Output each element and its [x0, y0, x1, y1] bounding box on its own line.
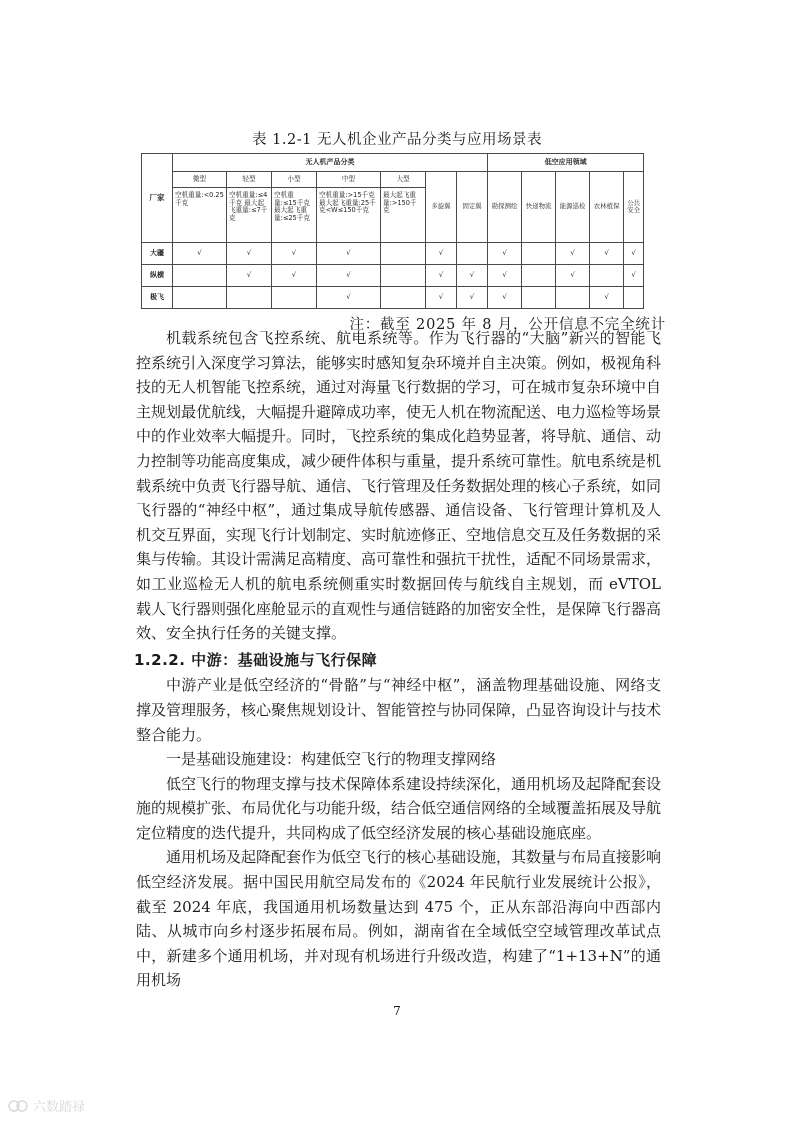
manufacturer-cell: 极飞: [142, 287, 173, 309]
product-group-header: 无人机产品分类: [173, 154, 488, 172]
table-cell: √: [227, 243, 272, 265]
section-heading: 1.2.2. 中游：基础设施与飞行保障: [134, 650, 378, 669]
application-header: 公共安全: [624, 172, 644, 243]
table-cell: √: [272, 243, 317, 265]
paragraph: 机载系统包含飞控系统、航电系统等。作为飞行器的“大脑”新兴的智能飞控系统引入深度学习算法，能够实时感知复杂环境并自主决策。例如，极视角科技的无人机智能飞控系统，通过对海量飞行数据的学习，可在城市复杂环境中自主规划最优航线，大幅提升避障成功率，使无人机在物流配送、电力巡检等场景中的作业效率大幅提升。同时，飞控系统的集成化趋势显著，将导航、通信、动力控制等功能高度集成，减少硬件体积与重量，提升系统可靠性。航电系统是机载系统中负责飞行器导航、通信、飞行管理及任务数据处理的核心子系统，如同飞行器的“神经中枢”，通过集成导航传感器、通信设备、飞行管理计算机及人机交互界面，实现飞行计划制定、实时航迹修正、空地信息交互及任务数据的采集与传输。其设计需满足高精度、高可靠性和强抗干扰性，适配不同场景需求，如工业巡检无人机的航电系统侧重实时数据回传与航线自主规划，而 eVTOL 载人飞行器则强化座舱显示的直观性与通信链路的加密安全性，是保障飞行器高效、安全执行任务的关键支撑。: [136, 329, 662, 643]
application-group-header: 低空应用领域: [488, 154, 644, 172]
table-cell: [522, 243, 556, 265]
table-cell: √: [590, 287, 624, 309]
table-cell: [556, 287, 590, 309]
application-header: 快递物流: [522, 172, 556, 243]
table-cell: √: [272, 265, 317, 287]
table-cell: √: [227, 265, 272, 287]
table-cell: √: [590, 243, 624, 265]
table-note: 注：截至 2025 年 8 月，公开信息不完全统计: [349, 317, 666, 333]
table-caption: 表 1.2-1 无人机企业产品分类与应用场景表: [252, 132, 542, 148]
table-cell: √: [488, 287, 522, 309]
table-cell: √: [457, 287, 488, 309]
size-spec: 空机重量:≤4千克 最大起飞重量:≤7千克: [227, 188, 272, 243]
watermark: [8, 1096, 85, 1115]
manufacturer-cell: 纵横: [142, 265, 173, 287]
size-spec: 空机重量:>15千克 最大起飞重量:25千克<W≤150千克: [317, 188, 381, 243]
page-number: 7: [393, 1004, 401, 1018]
paragraph: 通用机场及起降配套作为低空飞行的核心基础设施，其数量与布局直接影响低空经济发展。据中国民用航空局发布的《2024 年民航行业发展统计公报》，截至 2024 年底，我国通用机场数量达到 475 个，正从东部沿海向中西部内陆、从城市向乡村逐步拓展布局。例如，湖南省在全域低空空域管理改革试点中，新建多个通用机场，并对现有机场进行升级改造，构建了“1+13+N”的通用机场: [136, 848, 662, 990]
table-row: [142, 243, 644, 265]
size-header: 轻型: [227, 172, 272, 188]
table-cell: √: [426, 287, 457, 309]
table-cell: √: [457, 265, 488, 287]
table-cell: [522, 287, 556, 309]
table-cell: [590, 265, 624, 287]
manufacturer-cell: 大疆: [142, 243, 173, 265]
size-header: 大型: [381, 172, 426, 188]
size-spec: 空机重量:≤15千克 最大起飞重量:≤25千克: [272, 188, 317, 243]
application-header: 农林植保: [590, 172, 624, 243]
table-cell: √: [317, 287, 381, 309]
table-cell: √: [556, 265, 590, 287]
size-header: 中型: [317, 172, 381, 188]
table-cell: √: [426, 243, 457, 265]
paragraph: 低空飞行的物理支撑与技术保障体系建设持续深化，通用机场及起降配套设施的规模扩张、布局优化与功能升级，结合低空通信网络的全域覆盖拓展及导航定位精度的迭代提升，共同构成了低空经济发展的核心基础设施底座。: [136, 774, 662, 842]
table-cell: [381, 265, 426, 287]
body-text: [136, 326, 661, 993]
application-header: 能源巡检: [556, 172, 590, 243]
application-header: 勘探测绘: [488, 172, 522, 243]
table-cell: [173, 265, 227, 287]
table-cell: [457, 243, 488, 265]
product-classification-table: [141, 153, 644, 309]
size-header: 微型: [173, 172, 227, 188]
size-header: 小型: [272, 172, 317, 188]
table-cell: √: [488, 265, 522, 287]
table-row: [142, 265, 644, 287]
wing-type-header: 多旋翼: [426, 172, 457, 243]
table-cell: [227, 287, 272, 309]
table-cell: √: [426, 265, 457, 287]
table-cell: [173, 287, 227, 309]
size-spec: 最大起飞重量:>150千克: [381, 188, 426, 243]
table-cell: √: [624, 243, 644, 265]
table-cell: √: [173, 243, 227, 265]
table-cell: √: [317, 243, 381, 265]
table-row: [142, 287, 644, 309]
paragraph: 中游产业是低空经济的“骨骼”与“神经中枢”，涵盖物理基础设施、网络支撑及管理服务，核心聚焦规划设计、智能管控与协同保障，凸显咨询设计与技术整合能力。: [136, 676, 662, 744]
table-cell: √: [488, 243, 522, 265]
wing-type-header: 固定翼: [457, 172, 488, 243]
table-cell: [272, 287, 317, 309]
table-cell: [522, 265, 556, 287]
watermark-text: 六数踏禄: [33, 1100, 86, 1115]
table-cell: √: [317, 265, 381, 287]
size-spec: 空机重量:<0.25千克: [173, 188, 227, 243]
manufacturer-header: 厂家: [142, 154, 173, 243]
table-cell: √: [624, 265, 644, 287]
paragraph: 一是基础设施建设：构建低空飞行的物理支撑网络: [166, 750, 497, 769]
table-cell: √: [556, 243, 590, 265]
table-cell: [624, 287, 644, 309]
table-cell: [381, 243, 426, 265]
watermark-logo-icon: [8, 1099, 30, 1113]
table-cell: [381, 287, 426, 309]
